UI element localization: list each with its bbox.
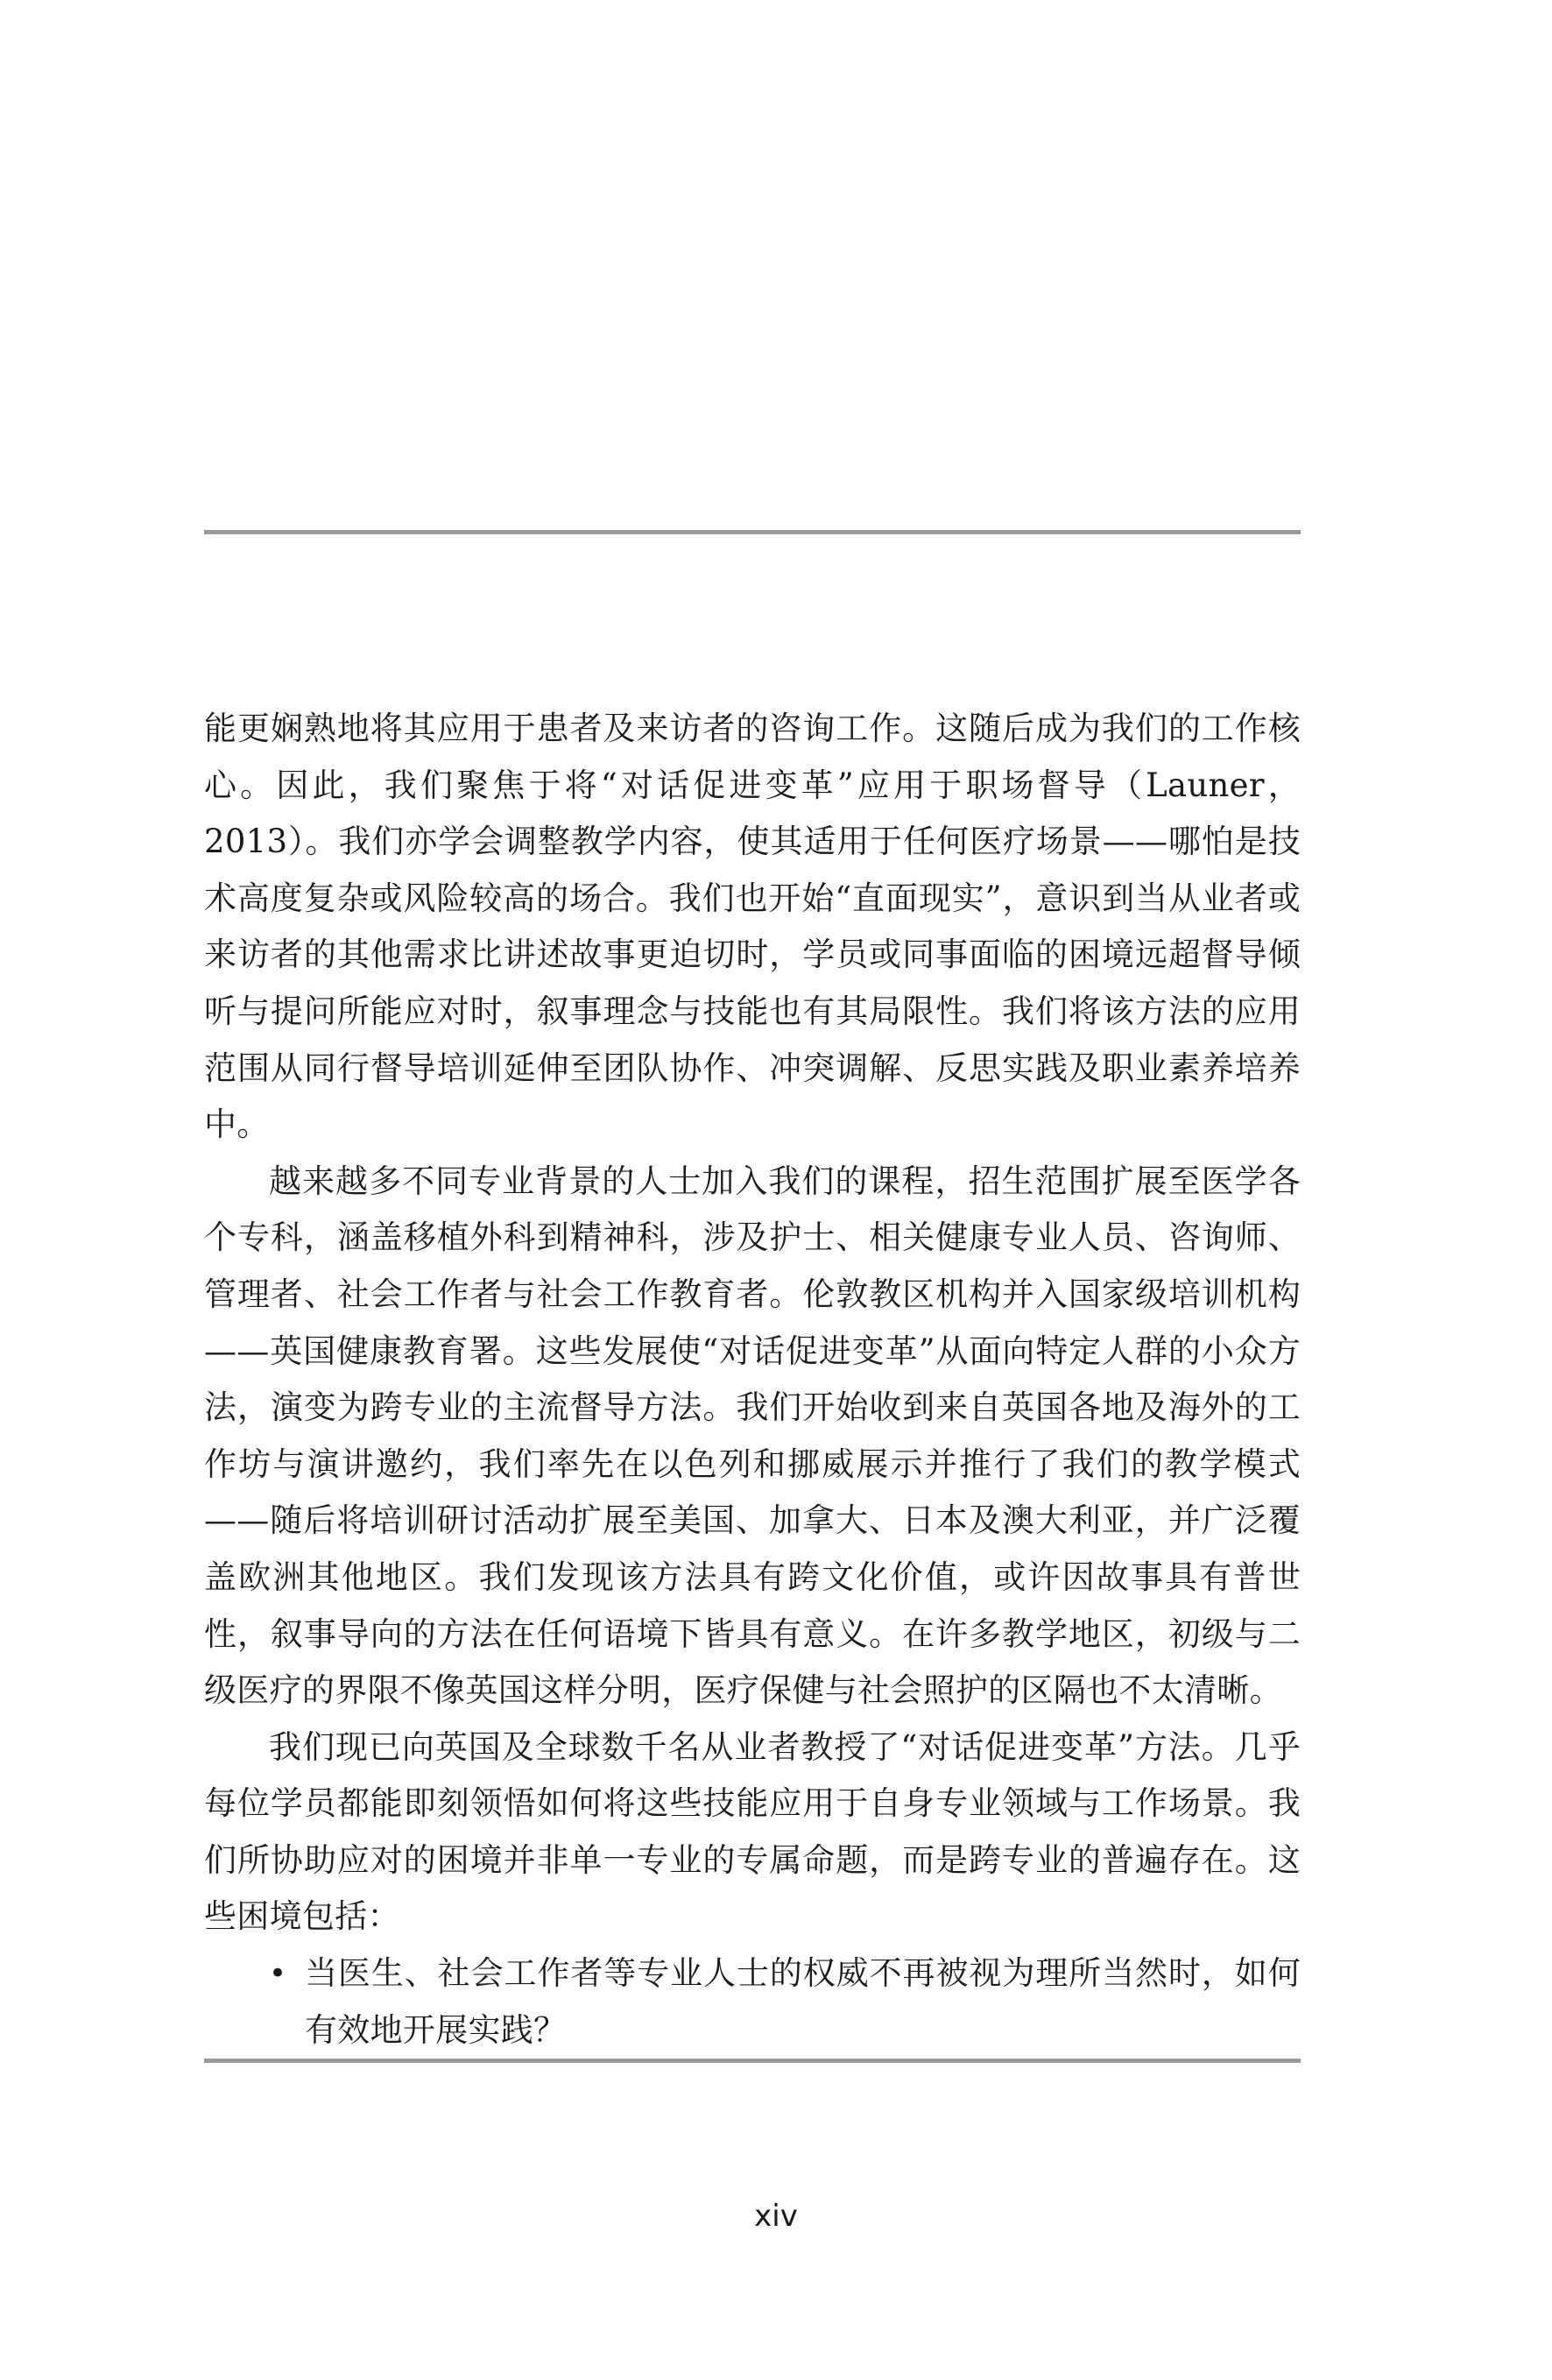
bottom-rule (204, 2059, 1301, 2063)
list-item (204, 1946, 1301, 2059)
paragraph-3: 我们现已向英国及全球数千名从业者教授了“对话促进变革”方法。几乎每位学员都能即刻领悟如何将这些技能应用于自身专业领域与工作场景。我们所协助应对的困境并非单一专业的专属命题，而是跨专业的普遍存在。这些困境包括： (204, 1727, 1301, 1936)
bullet-list (204, 1946, 1301, 2059)
page-number: xiv (754, 2199, 798, 2234)
paragraph-1: 能更娴熟地将其应用于患者及来访者的咨询工作。这随后成为我们的工作核心。因此，我们聚焦于将“对话促进变革”应用于职场督导（Launer，2013）。我们亦学会调整教学内容，使其适用于任何医疗场景——哪怕是技术高度复杂或风险较高的场合。我们也开始“直面现实”，意识到当从业者或来访者的其他需求比讲述故事更迫切时，学员或同事面临的困境远超督导倾听与提问所能应对时，叙事理念与技能也有其局限性。我们将该方法的应用范围从同行督导培训延伸至团队协作、冲突调解、反思实践及职业素养培养中。 (204, 710, 1301, 1144)
body-text (204, 701, 1301, 2059)
top-rule (204, 530, 1301, 534)
bullet-icon: • (269, 1956, 287, 1992)
bullet-text: 当医生、社会工作者等专业人士的权威不再被视为理所当然时，如何有效地开展实践？ (305, 1954, 1301, 2049)
paragraph-2: 越来越多不同专业背景的人士加入我们的课程，招生范围扩展至医学各个专科，涵盖移植外科到精神科，涉及护士、相关健康专业人员、咨询师、管理者、社会工作者与社会工作教育者。伦敦教区机构并入国家级培训机构——英国健康教育署。这些发展使“对话促进变革”从面向特定人群的小众方法，演变为跨专业的主流督导方法。我们开始收到来自英国各地及海外的工作坊与演讲邀约，我们率先在以色列和挪威展示并推行了我们的教学模式——随后将培训研讨活动扩展至美国、加拿大、日本及澳大利亚，并广泛覆盖欧洲其他地区。我们发现该方法具有跨文化价值，或许因故事具有普世性，叙事导向的方法在任何语境下皆具有意义。在许多教学地区，初级与二级医疗的界限不像英国这样分明，医疗保健与社会照护的区隔也不太清晰。 (204, 1162, 1301, 1710)
